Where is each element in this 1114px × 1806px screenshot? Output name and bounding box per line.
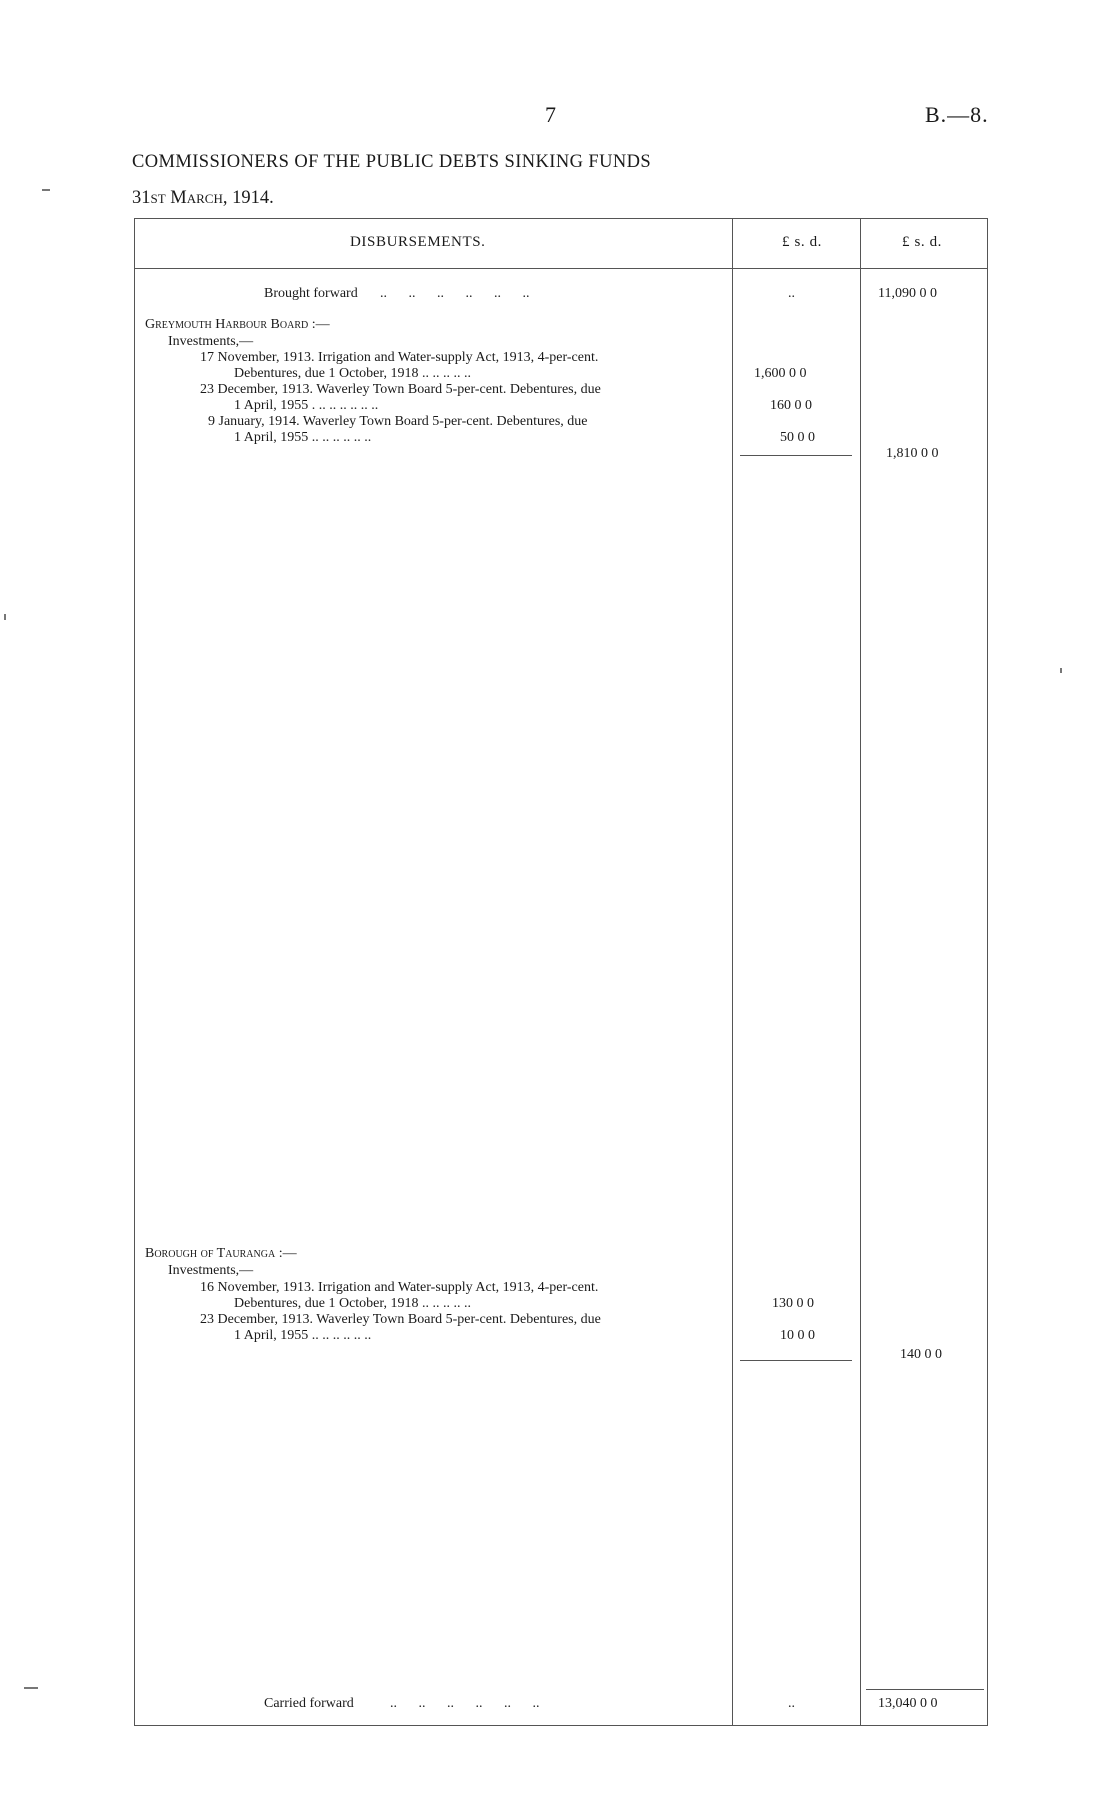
- tauranga-entry-2-line1: 23 December, 1913. Waverley Town Board 5-per-cent. Debentures, due: [200, 1312, 601, 1327]
- scan-mark: [1060, 668, 1062, 673]
- greymouth-heading: Greymouth Harbour Board :—: [145, 317, 330, 332]
- column-header-amount-2: £ s. d.: [902, 234, 943, 250]
- tauranga-subheading: Investments,—: [168, 1263, 254, 1278]
- carried-forward-label: Carried forward: [264, 1696, 354, 1711]
- greymouth-entry-3-line2: 1 April, 1955 .. .. .. .. .. ..: [234, 430, 372, 445]
- greymouth-subheading: Investments,—: [168, 334, 254, 349]
- header-rule: [134, 268, 988, 269]
- tauranga-entry-1-amount: 130 0 0: [772, 1296, 814, 1311]
- carried-forward-col1: ..: [788, 1696, 795, 1711]
- greymouth-total: 1,810 0 0: [886, 446, 939, 461]
- brought-forward-col1: ..: [788, 286, 795, 301]
- scan-mark: [4, 614, 6, 620]
- brought-forward-label: Brought forward: [264, 286, 358, 301]
- page-number: 7: [545, 102, 556, 127]
- scan-mark: [24, 1687, 38, 1689]
- page-title: COMMISSIONERS OF THE PUBLIC DEBTS SINKING FUNDS: [132, 152, 652, 172]
- carried-forward-leaders: .. .. .. .. .. ..: [390, 1696, 540, 1711]
- greymouth-entry-2-amount: 160 0 0: [770, 398, 812, 413]
- greymouth-entry-1-line1: 17 November, 1913. Irrigation and Water-supply Act, 1913, 4-per-cent.: [200, 350, 599, 365]
- document-reference: B.—8.: [925, 102, 989, 127]
- carried-forward-rule-top: [866, 1689, 984, 1690]
- column-header-amount-1: £ s. d.: [782, 234, 823, 250]
- tauranga-heading: Borough of Tauranga :—: [145, 1246, 297, 1261]
- tauranga-entry-2-amount: 10 0 0: [780, 1328, 815, 1343]
- tauranga-subtotal-rule: [740, 1360, 852, 1361]
- greymouth-subtotal-rule: [740, 455, 852, 456]
- column-header-description: DISBURSEMENTS.: [350, 234, 486, 250]
- report-date: 31st March, 1914.: [132, 188, 274, 208]
- greymouth-entry-3-line1: 9 January, 1914. Waverley Town Board 5-per-cent. Debentures, due: [208, 414, 588, 429]
- greymouth-entry-2-line2: 1 April, 1955 . .. .. .. .. .. ..: [234, 398, 379, 413]
- carried-forward-col2: 13,040 0 0: [878, 1696, 938, 1711]
- tauranga-entry-1-line1: 16 November, 1913. Irrigation and Water-supply Act, 1913, 4-per-cent.: [200, 1280, 599, 1295]
- column-divider-1: [732, 218, 733, 1726]
- brought-forward-leaders: .. .. .. .. .. ..: [380, 286, 530, 301]
- column-divider-2: [860, 218, 861, 1726]
- greymouth-entry-3-amount: 50 0 0: [780, 430, 815, 445]
- brought-forward-col2: 11,090 0 0: [878, 286, 937, 301]
- tauranga-entry-1-line2: Debentures, due 1 October, 1918 .. .. .. .. ..: [234, 1296, 471, 1311]
- greymouth-entry-2-line1: 23 December, 1913. Waverley Town Board 5-per-cent. Debentures, due: [200, 382, 601, 397]
- scan-mark: [42, 189, 50, 191]
- tauranga-total: 140 0 0: [900, 1347, 942, 1362]
- tauranga-entry-2-line2: 1 April, 1955 .. .. .. .. .. ..: [234, 1328, 372, 1343]
- greymouth-entry-1-line2: Debentures, due 1 October, 1918 .. .. .. .. ..: [234, 366, 471, 381]
- greymouth-entry-1-amount: 1,600 0 0: [754, 366, 807, 381]
